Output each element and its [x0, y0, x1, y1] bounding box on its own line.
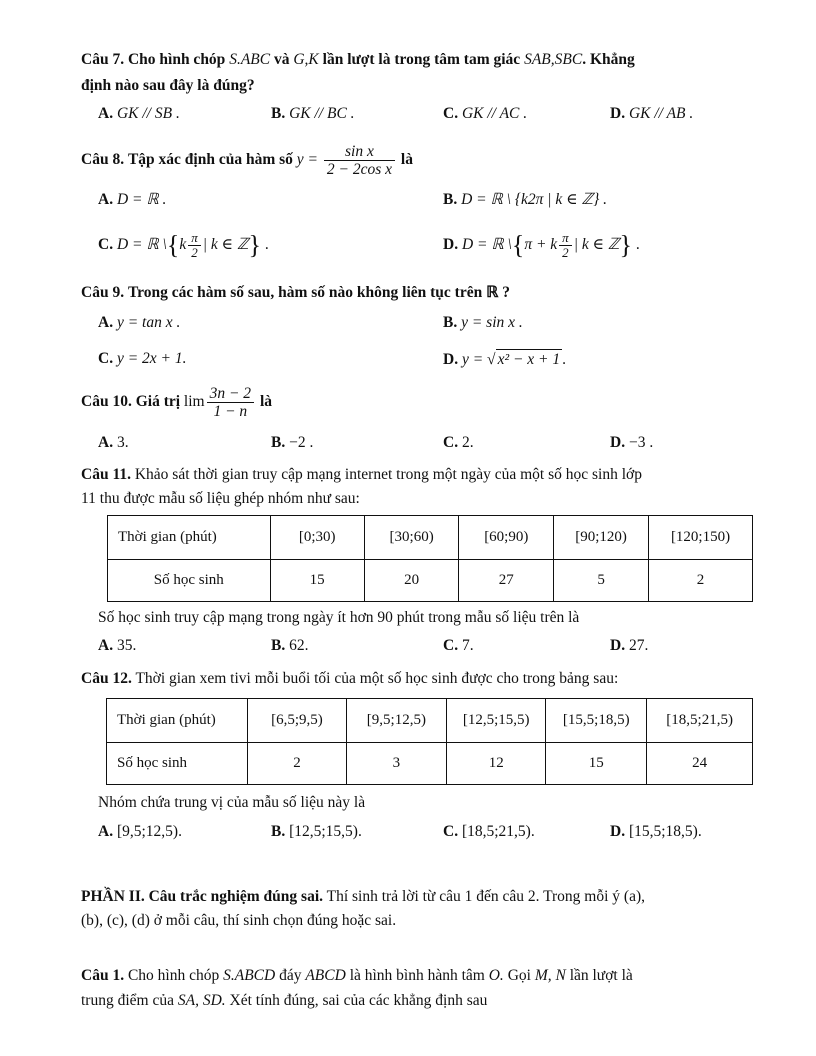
q11-question: Số học sinh truy cập mạng trong ngày ít hơn 90 phút trong mẫu số liệu trên là [98, 609, 580, 626]
q9-line1 [81, 283, 510, 303]
q7-text3: lần lượt là trong tâm tam giác [322, 51, 521, 68]
option-text: −2 . [289, 434, 314, 451]
table-row [108, 560, 753, 602]
p2q1-t4: Gọi [507, 967, 531, 984]
q7-text2: và [273, 51, 290, 68]
q8-numerator: sin x [324, 143, 395, 161]
option-text: 2. [461, 434, 474, 451]
table-cell: 27 [459, 560, 554, 602]
option-letter: D. [443, 351, 459, 368]
q12-option-b[interactable] [271, 822, 362, 842]
option-letter: D. [610, 434, 626, 451]
option-text: y = tan x . [116, 314, 181, 331]
q11-line2: 11 thu được mẫu số liệu ghép nhóm như sau: [81, 490, 360, 507]
q12-table [106, 698, 753, 785]
q10-lim: lim [183, 393, 205, 410]
option-frac-den: 2 [562, 244, 569, 260]
option-letter: C. [443, 823, 459, 840]
q8-option-c[interactable]: C. D = ℝ \{k $\frac{\pi}{2}$ | k ∈ ℤ} . [98, 229, 269, 260]
table-cell: 12 [447, 743, 546, 785]
q10-text: Giá trị [135, 393, 181, 410]
q10-la: là [259, 393, 272, 410]
q11-line1 [81, 465, 642, 485]
part2-text1: Thí sinh trả lời từ câu 1 đến câu 2. Trong mỗi ý (a), [326, 888, 645, 905]
q11-option-c[interactable] [443, 636, 474, 656]
q8-fraction [324, 143, 395, 178]
q10-numerator: 3n − 2 [207, 385, 254, 403]
option-letter: B. [271, 434, 286, 451]
option-text: 7. [461, 637, 474, 654]
option-frac-num: π [559, 231, 572, 246]
q8-option-b[interactable] [443, 190, 607, 210]
q12-text1: Thời gian xem tivi mỗi buổi tối của một số học sinh được cho trong bảng sau: [135, 670, 619, 687]
option-end: . [562, 351, 567, 368]
q8-option-d[interactable]: D. D = ℝ \{π + k $\frac{\pi}{2}$ | k ∈ ℤ} . [443, 229, 640, 260]
q11-option-d[interactable] [610, 636, 648, 656]
q9-label: Câu 9. [81, 284, 125, 301]
table-row [108, 516, 753, 560]
q7-text4: . Khẳng [582, 51, 635, 68]
option-letter: D. [610, 105, 626, 122]
p2q1-t3: là hình bình hành tâm [349, 967, 485, 984]
q7-pyramid: S.ABC [229, 51, 271, 68]
option-mid: π + k [524, 236, 558, 253]
table-cell: [30;60) [364, 516, 459, 560]
option-letter: D. [610, 637, 626, 654]
q7-option-b[interactable] [271, 104, 355, 124]
q10-denominator: 1 − n [213, 402, 248, 420]
right-brace-icon: } [248, 230, 261, 260]
table-cell: [18,5;21,5) [647, 699, 753, 743]
q9-option-c[interactable] [98, 349, 187, 369]
p2q1-base: ABCD [305, 967, 346, 984]
option-text: [12,5;15,5). [289, 823, 362, 840]
q12-question: Nhóm chứa trung vị của mẫu số liệu này là [98, 794, 366, 811]
table-cell: 2 [248, 743, 346, 785]
option-letter: C. [443, 637, 459, 654]
table-cell: Số học sinh [107, 743, 248, 785]
q7-option-a[interactable] [98, 104, 180, 124]
q12-option-d[interactable] [610, 822, 702, 842]
option-text: 27. [628, 637, 649, 654]
q11-table [107, 515, 753, 602]
table-cell: Số học sinh [108, 560, 271, 602]
option-letter: A. [98, 823, 114, 840]
option-letter: C. [443, 105, 459, 122]
option-letter: A. [98, 105, 114, 122]
q7-option-d[interactable] [610, 104, 693, 124]
q12-option-c[interactable] [443, 822, 535, 842]
q11-label: Câu 11. [81, 466, 131, 483]
q11-option-b[interactable] [271, 636, 308, 656]
option-fraction [559, 231, 572, 260]
q8-line1 [81, 140, 413, 180]
table-cell: Thời gian (phút) [108, 516, 271, 560]
sqrt-icon: √ [487, 351, 496, 368]
option-text: 35. [116, 637, 137, 654]
table-cell: [9,5;12,5) [346, 699, 447, 743]
option-letter: B. [443, 314, 458, 331]
p2q1-t1: Cho hình chóp [127, 967, 220, 984]
q8-label: Câu 8. [81, 151, 125, 168]
p2q1-l2a: trung điểm của [81, 992, 174, 1009]
option-text: GK // AC . [461, 105, 528, 122]
table-cell: 15 [270, 560, 364, 602]
p2q1-label: Câu 1. [81, 967, 125, 984]
option-text: [9,5;12,5). [116, 823, 182, 840]
q9-option-b[interactable] [443, 313, 523, 333]
option-letter: C. [98, 236, 114, 253]
part2-title: PHẦN II. Câu trắc nghiệm đúng sai. [81, 888, 323, 905]
q8-denominator: 2 − 2cos x [326, 160, 393, 178]
option-letter: B. [271, 823, 286, 840]
option-letter: B. [271, 105, 286, 122]
q7-text1: Cho hình chóp [127, 51, 226, 68]
option-text: −3 . [628, 434, 654, 451]
q9-text: Trong các hàm số sau, hàm số nào không liên tục trên ℝ ? [127, 284, 510, 301]
table-cell: [60;90) [459, 516, 554, 560]
table-row [107, 699, 753, 743]
option-text: [18,5;21,5). [461, 823, 535, 840]
option-text: [15,5;18,5). [628, 823, 702, 840]
option-k: k [179, 236, 187, 253]
q11-text1: Khảo sát thời gian truy cập mạng internet trong một ngày của một số học sinh lớp [134, 466, 642, 483]
option-text: 3. [116, 434, 129, 451]
option-text-post: | k ∈ ℤ [573, 236, 620, 253]
option-fraction [188, 231, 201, 260]
part2-line1 [81, 887, 645, 907]
table-cell: [15,5;18,5) [546, 699, 647, 743]
table-row [107, 743, 753, 785]
option-text: y = 2x + 1. [116, 350, 187, 367]
p2q1-center: O. [488, 967, 504, 984]
p2q1-l2b: Xét tính đúng, sai của các khẳng định sau [229, 992, 488, 1009]
p2q1-pyramid: S.ABCD [223, 967, 276, 984]
p2q1-segments: SA, SD. [177, 992, 226, 1009]
q9-option-a[interactable] [98, 313, 180, 333]
table-cell: [90;120) [554, 516, 649, 560]
q7-line2: định nào sau đây là đúng? [81, 77, 255, 94]
option-letter: A. [98, 191, 114, 208]
table-cell: 24 [647, 743, 753, 785]
option-letter: A. [98, 637, 114, 654]
table-cell: 15 [546, 743, 647, 785]
p2q1-points: M, N [534, 967, 566, 984]
q8-la: là [400, 151, 413, 168]
option-letter: D. [443, 236, 459, 253]
table-cell: [120;150) [649, 516, 753, 560]
q10-option-c[interactable] [443, 433, 474, 453]
q12-line1 [81, 669, 618, 689]
table-cell: [12,5;15,5) [447, 699, 546, 743]
right-brace-icon: } [619, 230, 632, 260]
table-cell: 2 [649, 560, 753, 602]
p2q1-line2 [81, 991, 487, 1011]
option-text: D = ℝ \ {k2π | k ∈ ℤ} . [461, 191, 608, 208]
table-cell: [6,5;9,5) [248, 699, 346, 743]
table-cell: Thời gian (phút) [107, 699, 248, 743]
table-cell: 5 [554, 560, 649, 602]
left-brace-icon: { [166, 230, 180, 260]
p2q1-t5: lần lượt là [569, 967, 633, 984]
option-letter: A. [98, 314, 114, 331]
q10-fraction [207, 385, 254, 420]
q12-option-a[interactable] [98, 822, 182, 842]
p2q1-t2: đáy [279, 967, 302, 984]
option-text-post: | k ∈ ℤ [202, 236, 249, 253]
part2-line2: (b), (c), (d) ở mỗi câu, thí sinh chọn đúng hoặc sai. [81, 912, 397, 929]
option-letter: C. [98, 350, 114, 367]
table-cell: [0;30) [270, 516, 364, 560]
q7-label: Câu 7. [81, 51, 125, 68]
sqrt-argument: x² − x + 1 [497, 351, 561, 368]
q8-text: Tập xác định của hàm số [127, 151, 293, 168]
option-text: D = ℝ . [116, 191, 167, 208]
q12-label: Câu 12. [81, 670, 132, 687]
option-letter: C. [443, 434, 459, 451]
option-letter: D. [610, 823, 626, 840]
option-text: GK // BC . [289, 105, 355, 122]
q7-option-c[interactable] [443, 104, 527, 124]
q7-points: G,K [293, 51, 319, 68]
table-cell: 3 [346, 743, 447, 785]
option-text: GK // AB . [628, 105, 694, 122]
q11-option-a[interactable] [98, 636, 136, 656]
q10-option-a[interactable] [98, 433, 129, 453]
p2q1-line1 [81, 966, 633, 986]
q7-line1 [81, 50, 635, 70]
option-text: y = sin x . [461, 314, 523, 331]
q10-line1 [81, 382, 272, 422]
q10-option-b[interactable] [271, 433, 313, 453]
option-letter: B. [271, 637, 286, 654]
option-text: y = [461, 351, 488, 368]
q10-label: Câu 10. [81, 393, 132, 410]
option-frac-den: 2 [191, 244, 198, 260]
q10-option-d[interactable] [610, 433, 653, 453]
option-text-pre: D = ℝ \ [461, 236, 512, 253]
option-letter: A. [98, 434, 114, 451]
option-letter: B. [443, 191, 458, 208]
q9-option-d[interactable] [443, 349, 566, 370]
option-text: 62. [289, 637, 309, 654]
option-frac-num: π [188, 231, 201, 246]
option-text: GK // SB . [116, 105, 180, 122]
table-cell: 20 [364, 560, 459, 602]
left-brace-icon: { [511, 230, 525, 260]
q7-triangles: SAB,SBC [524, 51, 583, 68]
option-text-pre: D = ℝ \ [116, 236, 167, 253]
q8-option-a[interactable] [98, 190, 166, 210]
q8-y: y = [296, 151, 318, 168]
